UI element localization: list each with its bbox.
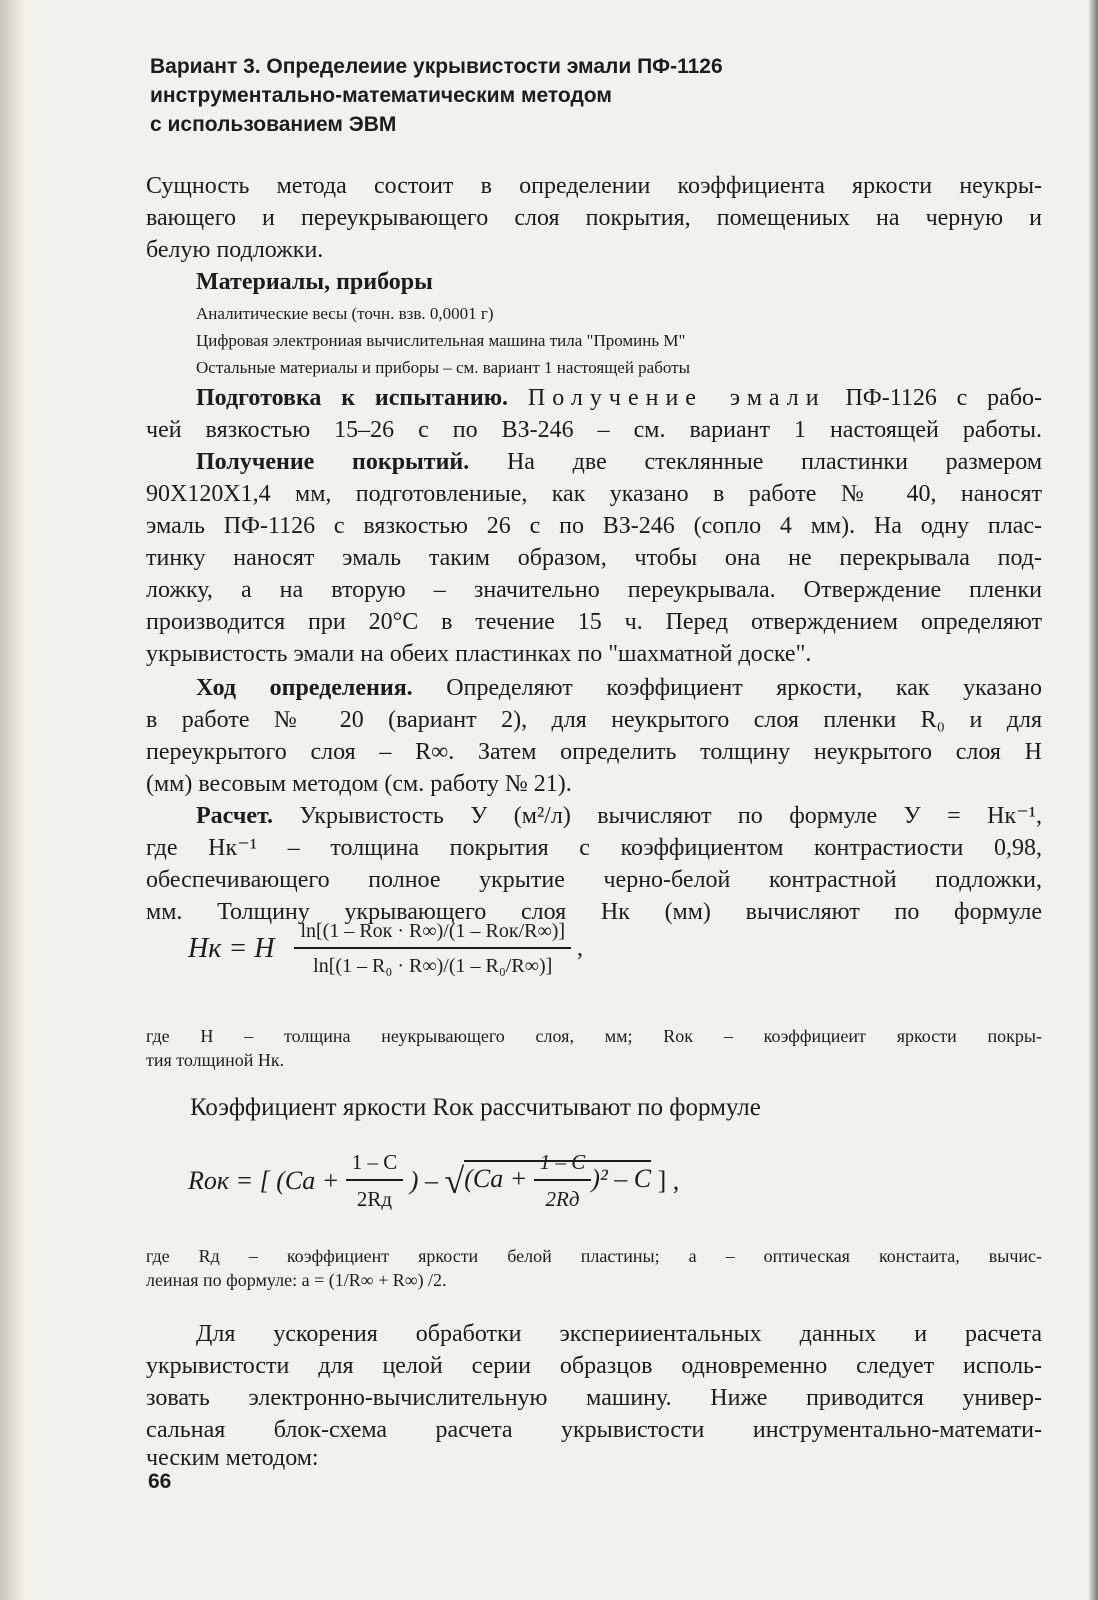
proc-line-1: Ход определения. Определяют коэффициент яркости, как указано (196, 675, 1043, 701)
materials-heading: Материалы, приборы (196, 269, 433, 295)
sqrt-body: (Ca + $\frac{1 - C}{2Rд}$ )² – C (464, 1150, 652, 1211)
coat-line-3: эмаль ПФ-1126 с вязкостью 26 с по ВЗ-246 (сопло 4 мм). На одну плас- (146, 513, 1042, 539)
coat-line-6: производится при 20°С в течение 15 ч. Перед отверждением определяют (146, 609, 1042, 635)
formula-rok-fraction-2: $\frac{1 - C}{2Rд}$ (534, 1150, 592, 1212)
formula-hk: Hк = H $\frac{\text{ln[(1 – Rок · R∞)/(1 – Rок/R∞)]}}{\text{ln[(1 – R₀ · R∞)/(1 – R₀/R∞)]}}$ , (188, 920, 584, 977)
calc-line-4: мм. Толщину укрывающего слоя Hк (мм) вычисляют по формуле (146, 899, 1042, 925)
proc-line-4: (мм) весовым методом (см. работу № 21). (146, 771, 572, 797)
calc-line-1: Расчет. Укрывистость У (м²/л) вычисляют по формуле У = Hк⁻¹, (196, 803, 1043, 829)
prep-line-2: чей вязкостью 15–26 с по ВЗ-246 – см. вариант 1 настоящей работы. (146, 417, 1042, 443)
note2-line-2: леиная по формуле: a = (1/R∞ + R∞) /2. (146, 1270, 447, 1290)
final-line-4: сальная блок-схема расчета укрывистости инструментально-математи- (146, 1417, 1042, 1443)
proc-line-3: переукрытого слоя – R∞. Затем определить толщину неукрытого слоя H (146, 739, 1042, 765)
scan-left-edge (0, 0, 26, 1600)
proc-line-2: в работе № 20 (вариант 2), для неукрытого слоя пленки R₀ и для (146, 707, 1042, 733)
final-line-1: Для ускорения обработки эксперииентальных данных и расчета (196, 1321, 1042, 1347)
coat-line-4: тинку наносят эмаль таким образом, чтобы она не перекрывала под- (146, 545, 1042, 571)
coat-line-5: ложку, а на вторую – значительно переукрывала. Отверждение пленки (146, 577, 1042, 603)
intro-line-3: белую подложки. (146, 237, 324, 263)
coat-line-2: 90Х120Х1,4 мм, подготовлениые, как указано в работе № 40, наносят (146, 481, 1042, 507)
sqrt-sign: √ (444, 1161, 465, 1201)
note2-line-1: где Rд – коэффициент яркости белой пластины; a – оптическая констаита, вычис- (146, 1246, 1042, 1266)
formula-hk-fraction: $\frac{\text{ln[(1 – Rок · R∞)/(1 – Rок/R∞)]}}{\text{ln[(1 – R₀ · R∞)/(1 – R₀/R∞)]}}$ (294, 920, 571, 978)
formula-rok-fraction-1: $\frac{1 - C}{2Rд}$ (346, 1150, 404, 1212)
note1-line-1: где H – толщина неукрывающего слоя, мм; Rок – коэффициеит яркости покры- (146, 1026, 1042, 1046)
scan-right-edge (1088, 0, 1098, 1600)
note1-line-2: тия толщиной Hк. (146, 1050, 285, 1070)
coat-line-1: Получение покрытий. На две стеклянные пластинки размером (196, 449, 1043, 475)
coat-line-7: укрывистость эмали на обеих пластинках по "шахматной доске". (146, 641, 812, 667)
rok-intro: Коэффициент яркости Rок рассчитывают по формуле (190, 1094, 761, 1121)
formula-rok: Rок = [ (Ca + $\frac{1 - C}{2Rд}$ ) – √(Ca + $\frac{1 - C}{2Rд}$ )² – C ] , (188, 1150, 680, 1211)
materials-item-1: Аналитические весы (точн. взв. 0,0001 г) (196, 304, 494, 323)
final-line-3: зовать электронно-вычислительную машину. Ниже приводится универ- (146, 1385, 1042, 1411)
calc-line-2: где Hк⁻¹ – толщина покрытия с коэффициентом контрастиости 0,98, (146, 835, 1042, 861)
intro-line-1: Сущность метода состоит в определении коэффициента яркости неукры- (146, 173, 1042, 199)
final-line-5: ческим методом: (146, 1445, 319, 1471)
materials-item-2: Цифровая электрониая вычислительная машина тила "Проминь М" (196, 331, 686, 350)
calc-line-3: обеспечивающего полное укрытие черно-белой контрастной подложки, (146, 867, 1042, 893)
prep-line-1: Подготовка к испытанию. Получение эмали ПФ-1126 с рабо- (196, 385, 1043, 411)
materials-item-3: Остальные материалы и приборы – см. вариант 1 настоящей работы (196, 358, 691, 377)
intro-line-2: вающего и переукрывающего слоя покрытия, помещениых на черную и (146, 205, 1042, 231)
page-number: 66 (148, 1470, 172, 1493)
section-title: Вариант 3. Определеиие укрывистости эмали ПФ-1126 инструментально-математическим методом с использованием ЭВМ (150, 55, 723, 136)
final-line-2: укрывистости для целой серии образцов одновременно следует исполь- (146, 1353, 1042, 1379)
